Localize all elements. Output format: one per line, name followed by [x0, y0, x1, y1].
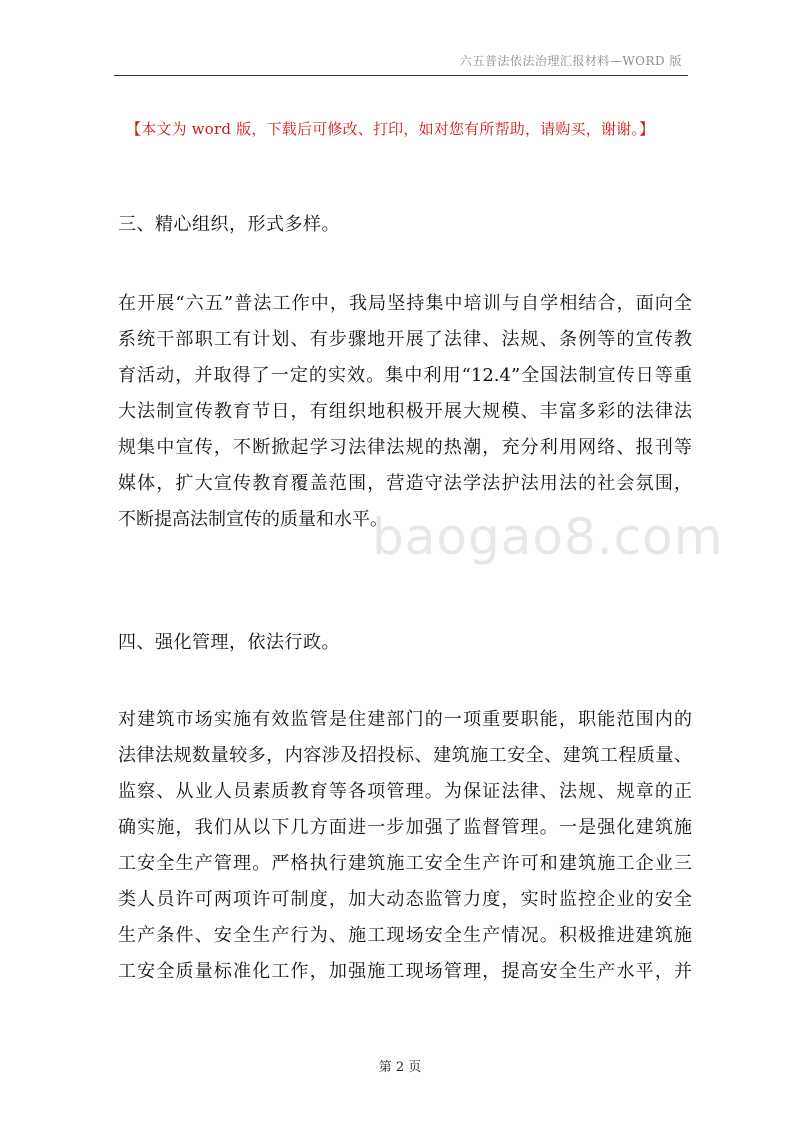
paragraph-line: 工安全生产管理。严格执行建筑施工安全生产许可和建筑施工企业三 [118, 853, 692, 874]
paragraph-line: 系统干部职工有计划、有步骤地开展了法律、法规、条例等的宣传教 [118, 329, 692, 350]
paragraph-line: 确实施，我们从以下几方面进一步加强了监督管理。一是强化建筑施 [118, 817, 692, 838]
header-divider [114, 75, 688, 76]
paragraph-line: 育活动，并取得了一定的实效。集中利用“12.4”全国法制宣传日等重 [118, 365, 692, 386]
paragraph-line: 生产条件、安全生产行为、施工现场安全生产情况。积极推进建筑施 [118, 925, 692, 946]
section-3-paragraph [118, 286, 692, 538]
paragraph-line: 对建筑市场实施有效监管是住建部门的一项重要职能，职能范围内的 [118, 709, 692, 730]
document-header-title: 六五普法依法治理汇报材料—WORD 版 [459, 54, 682, 68]
section-heading-3: 三、精心组织，形式多样。 [118, 214, 340, 235]
paragraph-line: 不断提高法制宣传的质量和水平。 [118, 509, 388, 530]
page-number: 第 2 页 [378, 1060, 422, 1075]
paragraph-line: 在开展“六五”普法工作中，我局坚持集中培训与自学相结合，面向全 [118, 293, 692, 314]
paragraph-line: 大法制宣传教育节日，有组织地积极开展大规模、丰富多彩的法律法 [118, 401, 692, 422]
paragraph-line: 规集中宣传，不断掀起学习法律法规的热潮，充分利用网络、报刊等 [118, 437, 692, 458]
section-4-paragraph [118, 702, 692, 990]
paragraph-line: 类人员许可两项许可制度，加大动态监管力度，实时监控企业的安全 [118, 889, 692, 910]
watermark: baogao8.com [372, 508, 724, 566]
paragraph-line: 媒体，扩大宣传教育覆盖范围，营造守法学法护法用法的社会氛围， [118, 473, 692, 494]
section-heading-4: 四、强化管理，依法行政。 [118, 632, 340, 653]
paragraph-line: 监察、从业人员素质教育等各项管理。为保证法律、法规、规章的正 [118, 781, 692, 802]
paragraph-line: 法律法规数量较多，内容涉及招投标、建筑施工安全、建筑工程质量、 [118, 745, 692, 766]
purchase-notice: 【本文为 word 版，下载后可修改、打印，如对您有所帮助，请购买，谢谢。】 [126, 120, 655, 138]
paragraph-line: 工安全质量标准化工作，加强施工现场管理，提高安全生产水平，并 [118, 961, 692, 982]
